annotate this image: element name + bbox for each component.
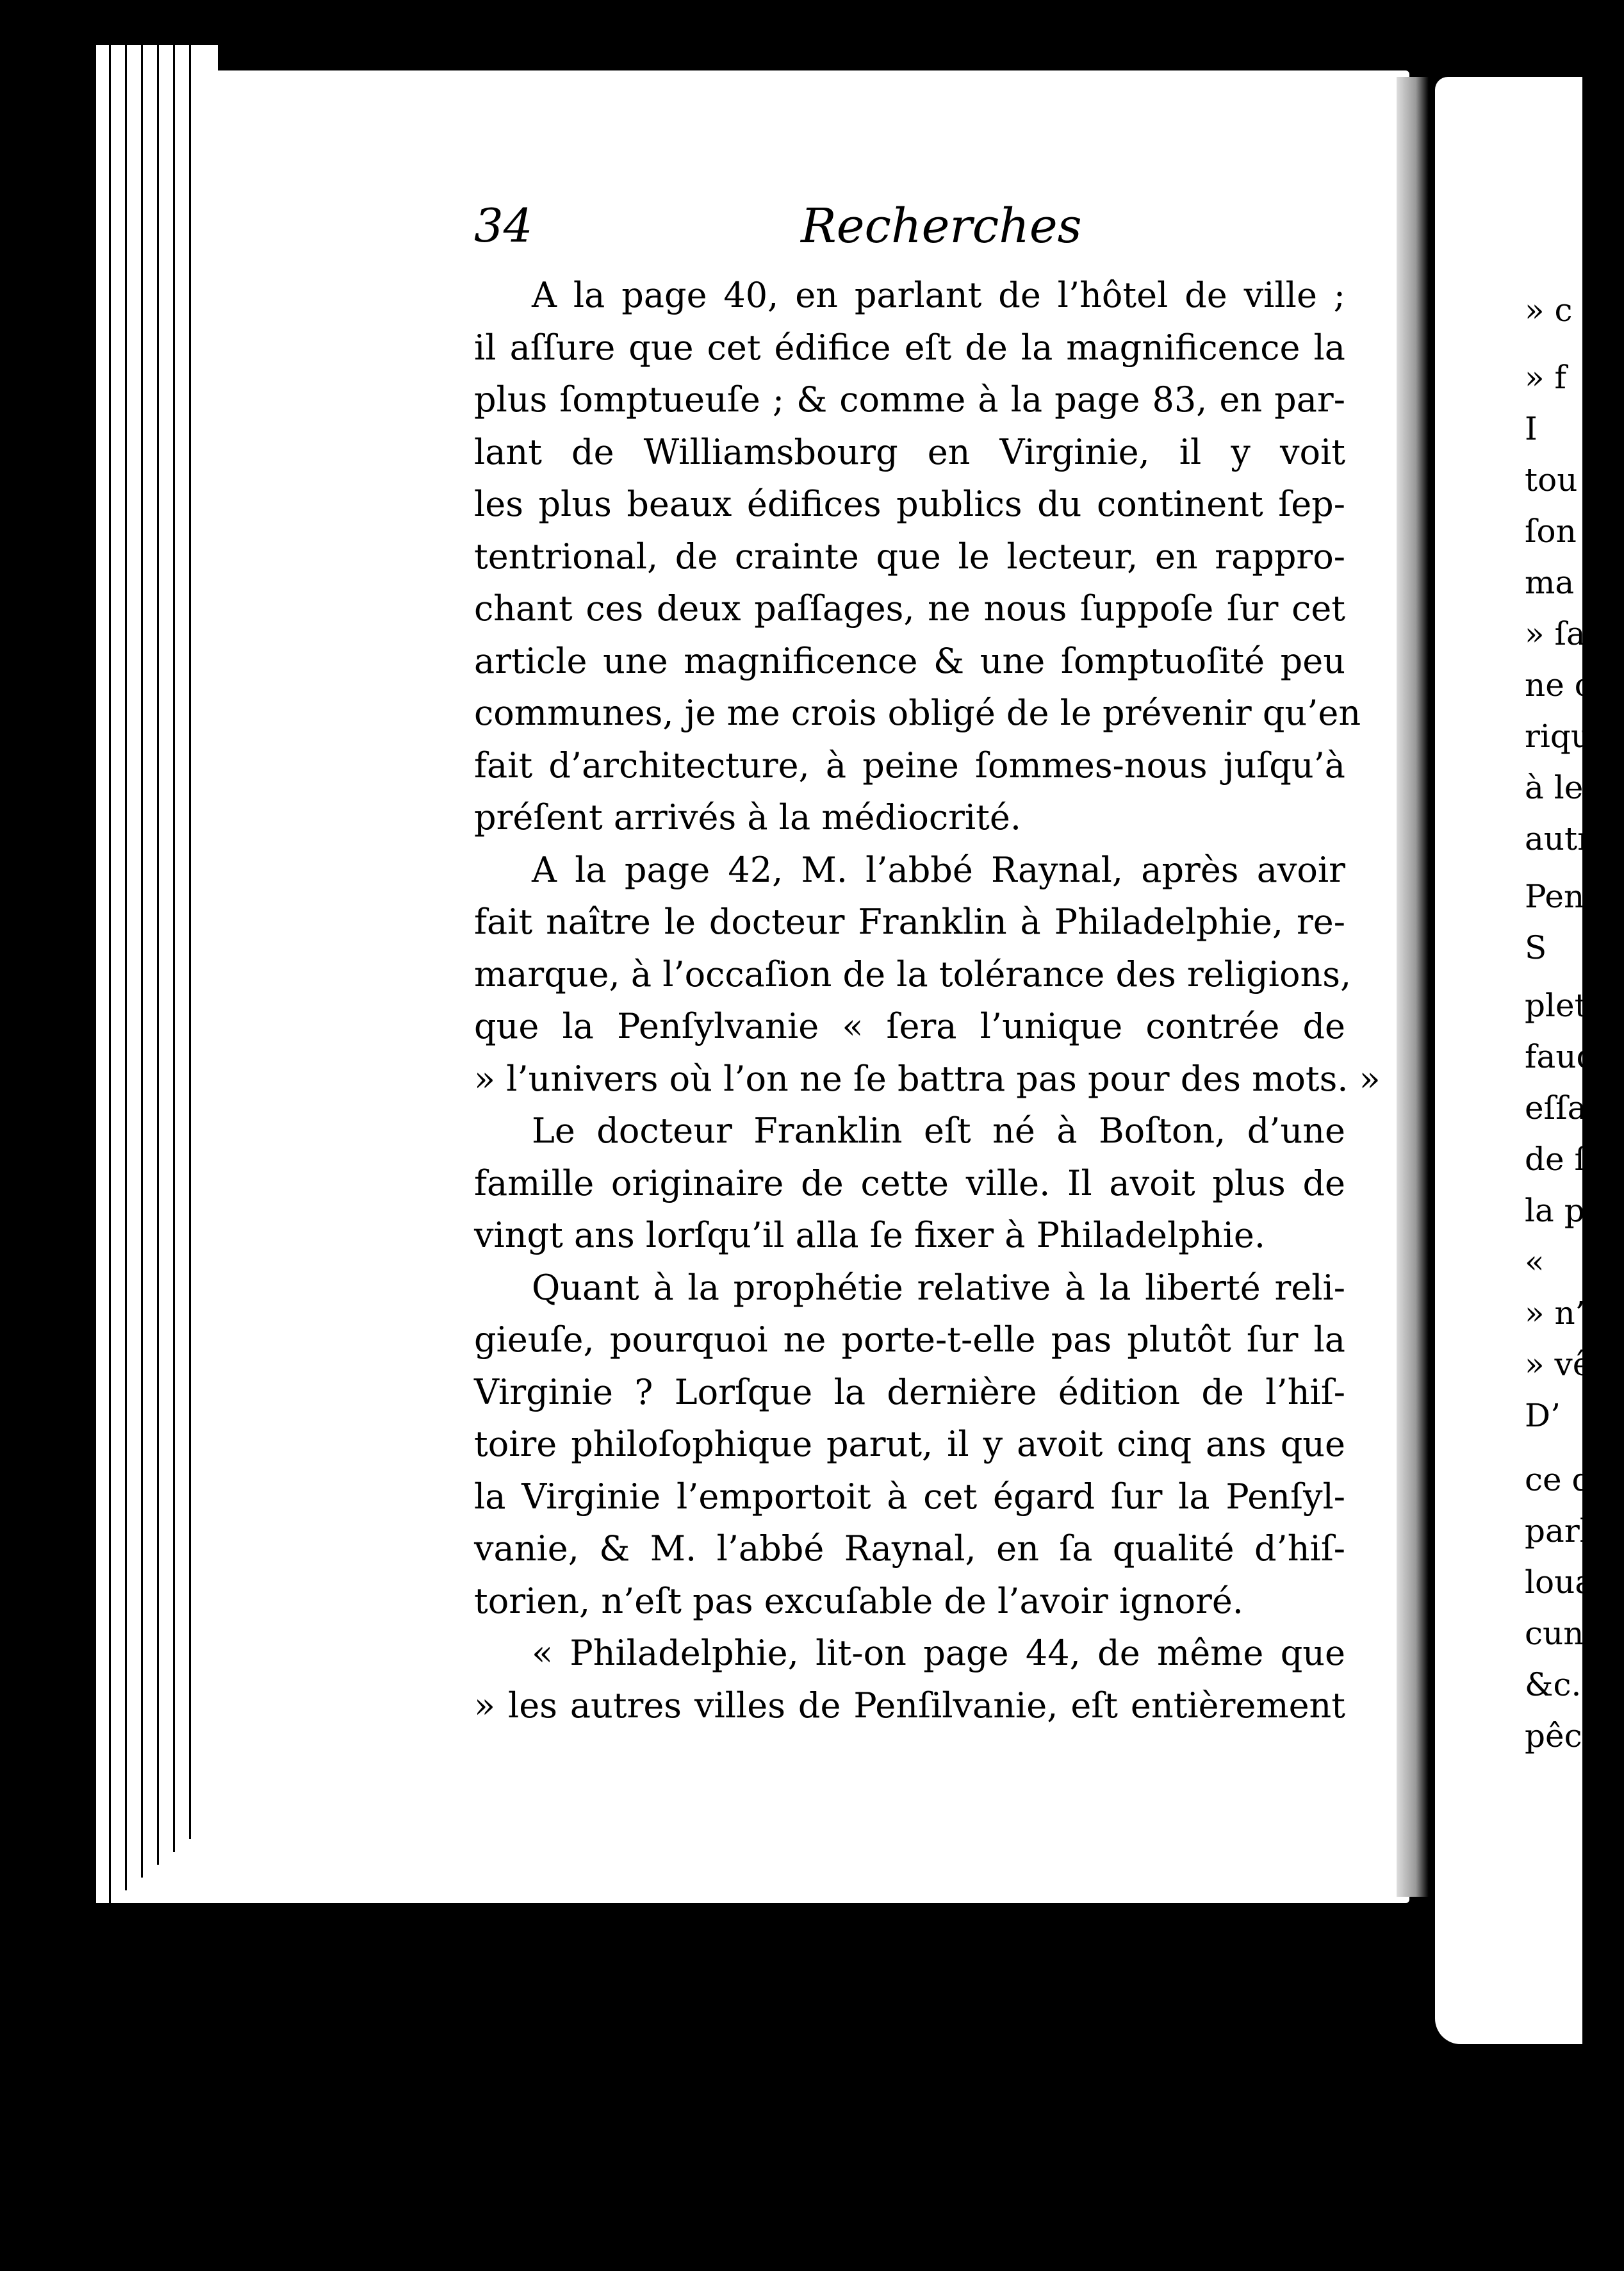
facing-page-fragment: ce qu [1525, 1461, 1613, 1498]
facing-page-fragment: cune [1525, 1615, 1603, 1652]
text-line: vanie, & M. l’abbé Raynal, en ſa qualité d’hiſ- [474, 1528, 1345, 1569]
text-line: les plus beaux édifices publics du continent ſep- [474, 484, 1345, 524]
text-line: fait d’architecture, à peine ſommes-nous juſqu’à [474, 745, 1345, 786]
facing-page-fragment: ma [1525, 564, 1575, 601]
facing-page-fragment: » c [1525, 292, 1573, 329]
page-gutter-shadow [1397, 77, 1429, 1897]
facing-page-fragment: » n’e [1525, 1294, 1605, 1332]
text-line: il aſſure que cet édifice eſt de la magnificence la [474, 327, 1345, 368]
facing-page-fragment: « [1525, 1243, 1545, 1280]
text-line: vingt ans lorſqu’il alla ſe fixer à Philadelphie. [474, 1215, 1265, 1255]
page-edges-stack [96, 45, 218, 1903]
text-line: Quant à la prophétie relative à la liberté reli- [532, 1267, 1345, 1308]
facing-page-fragment: parler [1525, 1512, 1624, 1549]
facing-page-fragment: » f [1525, 359, 1566, 396]
page-number: 34 [474, 199, 533, 252]
text-line: marque, à l’occaſion de la tolérance des religions, [474, 954, 1352, 995]
facing-page-fragment: plett [1525, 987, 1600, 1024]
facing-page-fragment: Penſ [1525, 878, 1596, 915]
facing-page-fragment: la pa [1525, 1192, 1604, 1229]
text-line: plus ſomptueuſe ; & comme à la page 83, en par- [474, 379, 1345, 420]
facing-page-fragment: tou [1525, 461, 1578, 499]
text-line: fait naître le docteur Franklin à Philadelphie, re- [474, 902, 1345, 942]
facing-page-fragment: pêche [1525, 1717, 1622, 1755]
facing-page-fragment: de ſu [1525, 1141, 1607, 1178]
text-line: que la Penſylvanie « ſera l’unique contrée de [474, 1006, 1345, 1046]
facing-page-fragment: riqu [1525, 718, 1592, 755]
text-line: A la page 42, M. l’abbé Raynal, après avoir [532, 849, 1345, 890]
facing-page-fragment: ſon [1525, 513, 1577, 550]
text-line: famille originaire de cette ville. Il avoit plus de [474, 1162, 1345, 1203]
text-line: toire philoſophique parut, il y avoit cinq ans que [474, 1424, 1345, 1464]
facing-page-fragment: à le [1525, 769, 1584, 806]
facing-page-fragment: » vê [1525, 1346, 1592, 1383]
facing-page-fragment: eſſai [1525, 1089, 1597, 1127]
text-line: lant de Williamsbourg en Virginie, il y voit [474, 431, 1345, 472]
facing-page-fragment: faud [1525, 1038, 1597, 1075]
text-line: » les autres villes de Penſilvanie, eſt entièrement [474, 1685, 1345, 1726]
text-line: article une magnificence & une ſomptuoſité peu [474, 640, 1345, 681]
text-line: préſent arrivés à la médiocrité. [474, 797, 1022, 838]
text-line: tentrional, de crainte que le lecteur, en rappro- [474, 536, 1345, 577]
running-head: Recherches [801, 199, 1082, 254]
body-text [474, 269, 1381, 1731]
text-line: Virginie ? Lorſque la dernière édition de l’hiſ- [474, 1371, 1345, 1412]
facing-page-fragment: » ſa [1525, 615, 1586, 652]
facing-page-fragment: ne c [1525, 666, 1593, 704]
text-line: Le docteur Franklin eſt né à Boſton, d’une [532, 1111, 1345, 1151]
text-line: « Philadelphie, lit-on page 44, de même que [532, 1633, 1345, 1673]
facing-page-fragment: &c. C [1525, 1666, 1616, 1703]
facing-page-fragment: louab [1525, 1564, 1615, 1601]
facing-page-fragment: autr [1525, 820, 1593, 857]
facing-page-fragment: I [1525, 410, 1538, 447]
page-header [474, 199, 1345, 269]
text-line: communes, je me crois obligé de le prévenir qu’en [474, 693, 1361, 733]
text-line: » l’univers où l’on ne ſe battra pas pour des mots. » [474, 1058, 1381, 1099]
text-line: la Virginie l’emportoit à cet égard ſur la Penſyl- [474, 1476, 1345, 1517]
facing-page-fragment: S [1525, 929, 1547, 966]
text-line: A la page 40, en parlant de l’hôtel de ville ; [532, 275, 1345, 315]
text-line: gieuſe, pourquoi ne porte-t-elle pas plutôt ſur la [474, 1319, 1345, 1360]
text-line: chant ces deux paſſages, ne nous ſuppoſe ſur cet [474, 588, 1345, 629]
facing-page-fragment: D’ [1525, 1397, 1561, 1434]
text-line: torien, n’eſt pas excuſable de l’avoir ignoré. [474, 1580, 1243, 1621]
